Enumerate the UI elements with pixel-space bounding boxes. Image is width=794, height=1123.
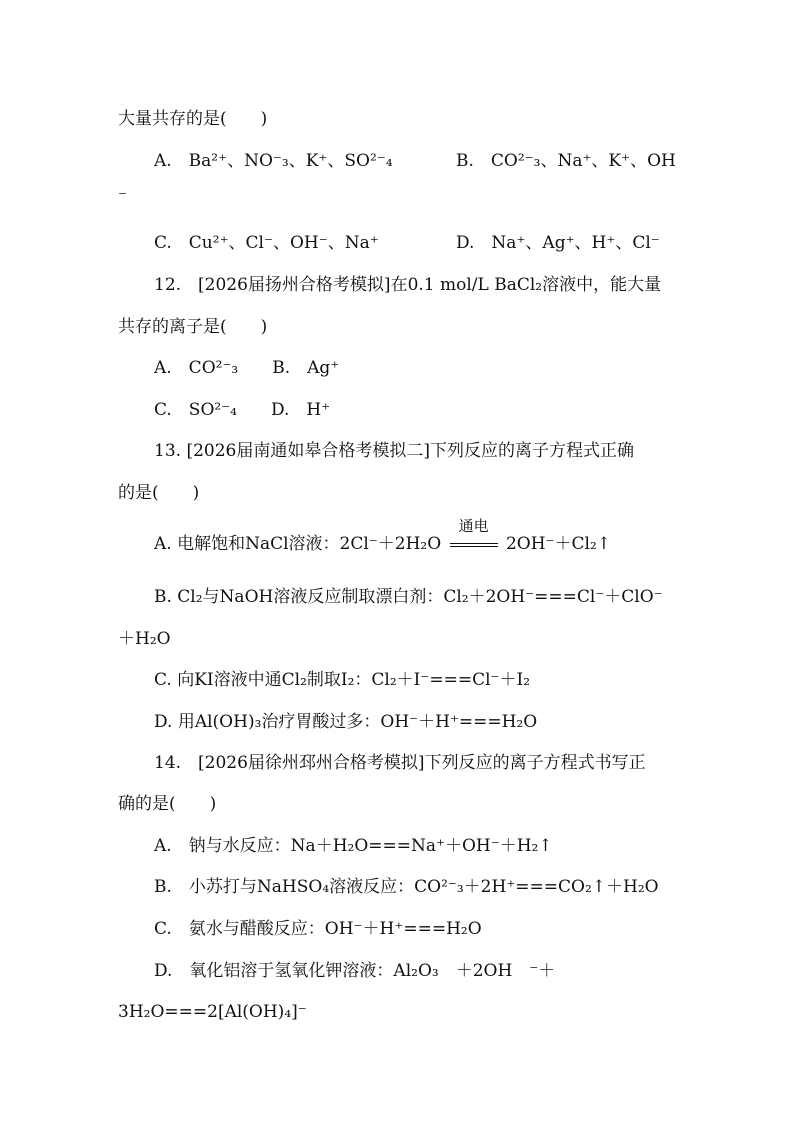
q14-option-d: D. 氧化铝溶于氢氧化钾溶液：Al₂O₃ ＋2OH ⁻＋ [154,961,556,981]
question-14-stem: 14. [2026届徐州邳州合格考模拟]下列反应的离子方程式书写正 [154,753,646,773]
question-14-stem-continued: 确的是( ) [118,794,217,814]
question-13-stem: 13. [2026届南通如皋合格考模拟二]下列反应的离子方程式正确 [154,441,634,461]
question-12-stem-continued: 共存的离子是( ) [118,317,268,337]
q12-options-ab: A. CO²⁻₃ B. Ag⁺ [154,358,340,378]
q14-option-d-continued: 3H₂O===2[Al(OH)₄]⁻ [118,1002,307,1022]
equals-sign-icon [450,543,498,547]
q11-option-a: A. Ba²⁺、NO⁻₃、K⁺、SO²⁻₄ [154,151,393,171]
q11-option-b-continued: ⁻ [118,187,127,207]
q14-option-a: A. 钠与水反应：Na＋H₂O===Na⁺＋OH⁻＋H₂↑ [154,836,553,856]
q13-option-b-continued: ＋H₂O [118,629,171,649]
q13-option-c: C. 向KI溶液中通Cl₂制取I₂：Cl₂＋I⁻===Cl⁻＋I₂ [154,670,531,690]
q12-options-cd: C. SO²⁻₄ D. H⁺ [154,400,331,420]
electrolysis-condition: 通电 [458,517,489,535]
question-12-stem: 12. [2026届扬州合格考模拟]在0.1 mol/L BaCl₂溶液中，能大量 [154,275,662,295]
q13-option-b: B. Cl₂与NaOH溶液反应制取漂白剂：Cl₂＋2OH⁻===Cl⁻＋ClO⁻ [154,587,663,607]
q13-option-a [154,517,612,555]
question-13-stem-continued: 的是( ) [118,483,200,503]
q13-option-a-reactants: A. 电解饱和NaCl溶液：2Cl⁻＋2H₂O [154,534,442,554]
q11-option-b: B. CO²⁻₃、Na⁺、K⁺、OH [456,151,676,171]
question-11-stem-end: 大量共存的是( ) [118,109,268,129]
electrolysis-arrow [449,517,499,555]
q13-option-d: D. 用Al(OH)₃治疗胃酸过多：OH⁻＋H⁺===H₂O [154,712,538,732]
q14-option-b: B. 小苏打与NaHSO₄溶液反应：CO²⁻₃＋2H⁺===CO₂↑＋H₂O [154,877,659,897]
q11-option-d: D. Na⁺、Ag⁺、H⁺、Cl⁻ [456,233,660,253]
q11-option-c: C. Cu²⁺、Cl⁻、OH⁻、Na⁺ [154,233,379,253]
q13-option-a-products: 2OH⁻＋Cl₂↑ [505,534,612,554]
q14-option-c: C. 氨水与醋酸反应：OH⁻＋H⁺===H₂O [154,919,482,939]
